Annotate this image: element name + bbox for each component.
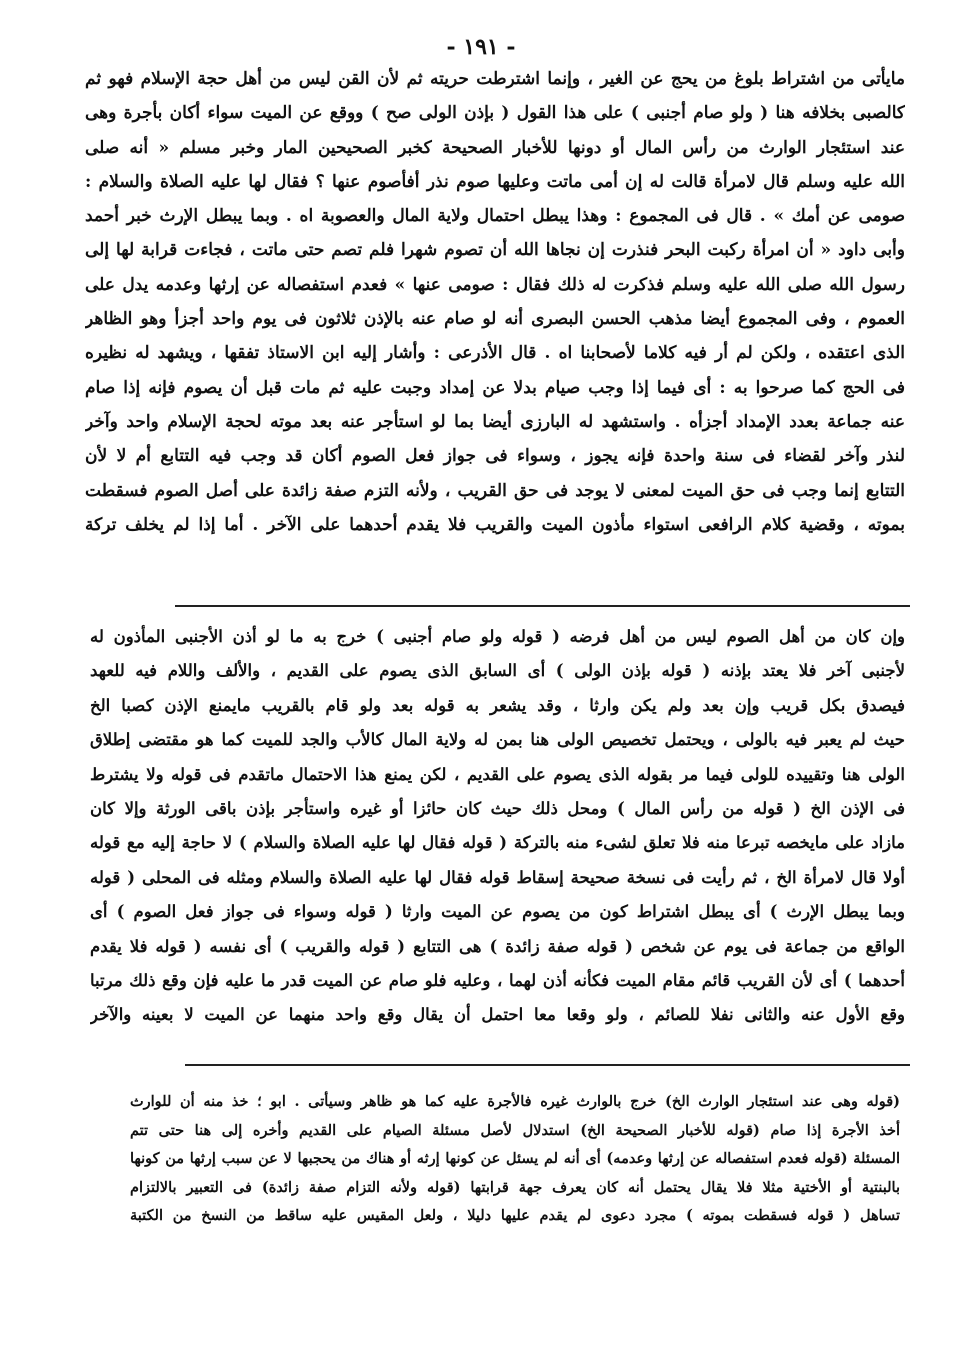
main-text-line: فى الحج كما صرحوا به : أى فيما إذا وجب صيام بدلا عن إمداد وجبت عليه ثم مات قبل أن يصوم فإنه إذا صام xyxy=(85,377,905,398)
main-text-line: التتابع إنما وجب فى حق الميت لمعنى لا يوجد فى حق القريب ، ولأنه التزم صفة زائدة على أصل الصوم فسقطت xyxy=(85,480,905,501)
commentary-block xyxy=(90,620,905,1033)
main-text-line: لنذر وآخر لقضاء فى سنة واحدة فإنه يجوز ، وسواء فى جواز فعل الصوم أكان قد وجب فيه التتابع أم لا لأن xyxy=(85,446,905,467)
main-text-line: كالصبى بخلافه هنا ( ولو صام أجنبى ) على هذا القول ( بإذن الولى صح ) ووقع عن الميت سواء أكان بأجرة وهى xyxy=(85,103,905,124)
main-text-line: وأبى داود « أن امرأة ركبت البحر فنذرت إن نجاها الله أن تصوم شهرا فلم تصم حتى ماتت ، فجاءت قرابة لها إلى xyxy=(85,240,905,261)
main-text-line: عنه جماعة بعدد الإمداد أجزأه . واستشهد له البارزى أيضا بما لو استأجر عنه بعد موته لحجة الإسلام واحد وآخر xyxy=(85,411,905,432)
commentary-line: فيصدق بكل قريب وإن بعد ولم يكن وارثا ، وقد يشعر به قوله بعد ولو قام بالقريب مايمنع الإذن كصبا الخ xyxy=(90,695,905,715)
main-text-line: صومى عن أمك » . قال فى المجموع : وهذا يبطل احتمال ولاية المال والعصوبة اه . وبما يبطل الإرث خبر أحمد xyxy=(85,206,905,227)
main-text-line: العموم ، وفى المجموع أيضا مذهب الحسن البصرى أنه لو صام عنه بالإذن ثلاثون فى يوم واحد أجزأ وهو الظاهر xyxy=(85,309,905,330)
commentary-line: أولا قال لامرأة الخ ، ثم رأيت فى نسخة صحيحة إسقاط قوله فقال لها عليه الصلاة والسلام ومثله فى المحلى ( قوله xyxy=(90,867,905,887)
divider-rule xyxy=(175,605,910,607)
main-text-block xyxy=(85,62,905,542)
commentary-line: وقع الأول عنه والثانى نفلا للصائم ، ولو وقعا معا احتمل أن يقال وقع واحد منهما عن الميت لا بعينه والآخر xyxy=(90,1005,905,1025)
divider-rule-secondary xyxy=(185,1064,910,1066)
main-text-line: رسول الله صلى الله عليه وسلم فذكرت له ذلك فقال : صومى عنها » فعدم استفصاله عن إرثها وعدمه يدل على xyxy=(85,274,905,295)
main-text-line: بموته ، وقضية كلام الرافعى استواء مأذون الميت والقريب فلا يقدم أحدهما على الآخر . أما إذا لم يخلف تركة xyxy=(85,514,905,535)
main-text-line: عند استئجار الوارث من رأس المال أو دونها للأخبار الصحيحة كخبر الصحيحين المار وخبر مسلم « أنه صلى xyxy=(85,137,905,158)
commentary-line: أحدهما ) أى لأن القريب قائم مقام الميت فكأنه أذن لهما ، وعليه فلو صام عن الميت قدر ما عليه فإن وقع ذلك مرتبا xyxy=(90,970,905,990)
commentary-line: لأجنبى آخر فلا يعتد بإذنه ( قوله بإذن الولى ) أى السابق الذى يصوم على القديم ، والألف واللام فيه للعهد xyxy=(90,661,905,681)
commentary-line: وبما يبطل الإرث ) أى يبطل اشتراط كون من يصوم عن الميت وارثا ( قوله وسواء فى جواز فعل الصوم ) أى xyxy=(90,902,905,922)
secondary-commentary-line: تساهل ( قوله فسقطت بموته ) مجرد دعوى لم يقدم عليها دليلا ، ولعل المقيس عليه ساقط من النسخ من الكتبة xyxy=(130,1207,900,1225)
commentary-line: فى الإذن الخ ( قوله من رأس المال ) ومحل ذلك حيث كان حائزا أو غيره واستأجر بإذن باقى الورثة وإلا كان xyxy=(90,798,905,818)
page-number: - ١٩١ - xyxy=(446,34,516,60)
secondary-commentary-line: بالبنتية أو الأختية مثلا فلا يقال يحتمل أنه كان يعرف جهة قرابتها (قوله ولأنه التزام صفة زائدة) فى التعبير بالالتزام xyxy=(130,1178,900,1196)
main-text-line: الله عليه وسلم قال لامرأة قالت له إن أمى ماتت وعليها صوم نذر أفأصوم عنها ؟ فقال لها عليه الصلاة والسلام : xyxy=(85,171,905,192)
commentary-line: الواقع من جماعة فى يوم عن شخص ( قوله صفة زائدة ) هى التتابع ( قوله والقريب ) أى نفسه ( قوله فلا يقدم xyxy=(90,936,905,956)
commentary-line: حيث لم يعبر فيه بالولى ، ويحتمل تخصيص الولى هنا بمن له ولاية المال كالأب والجد للميت كما هو مقتضى إطلاق xyxy=(90,730,905,750)
main-text-line: الذى اعتقده ، ولكن لم أر فيه كلاما لأصحابنا اه . قال الأذرعى : وأشار إليه ابن الاستاذ تفقها ، ويشهد له نظيره xyxy=(85,343,905,364)
main-text-line: مايأتى من اشتراط بلوغ من يحج عن الغير ، وإنما اشترطت حريته ثم لأن القن ليس من أهل حجة الإسلام فهو ثم xyxy=(85,69,905,89)
secondary-commentary-block xyxy=(130,1088,900,1231)
commentary-line: مازاد على مايخصه تبرعا منه فلا تعلق لشىء منه بالتركة ( قوله فقال لها عليه الصلاة والسلام ) لا حاجة إليه مع قوله xyxy=(90,833,905,853)
secondary-commentary-line: (قوله وهى عند استئجار الوارث الخ) خرج بالوارث غيره فالأجرة عليه كما هو ظاهر وسيأتى . ابو ؛ خذ منه أن للوارث xyxy=(130,1093,900,1110)
commentary-line: وإن كان من أهل الصوم ليس من أهل فرضه ( قوله ولو صام أجنبى ) خرج به ما لو أذن الأجنبى المأذون له xyxy=(90,627,905,646)
secondary-commentary-line: المسئلة (قوله فعدم استفصاله عن إرثها وعدمه) أى أنه لم يسئل عن كونها إرثه أو هناك من يحجبها لا عن سبب إرثها من كونها xyxy=(130,1150,900,1168)
secondary-commentary-line: أخذ الأجرة إذا صام (قوله للأخبار الصحيحة الخ) استدلال لأصل مسئلة الصيام على القديم وأخره إلى هنا حتى تتم xyxy=(130,1121,900,1139)
commentary-line: الولى هنا وتقييده للولى فيما مر بقوله الذى يصوم على القديم ، لكن يمنع هذا الاحتمال ماتقدم فى قوله ولا يشترط xyxy=(90,764,905,784)
